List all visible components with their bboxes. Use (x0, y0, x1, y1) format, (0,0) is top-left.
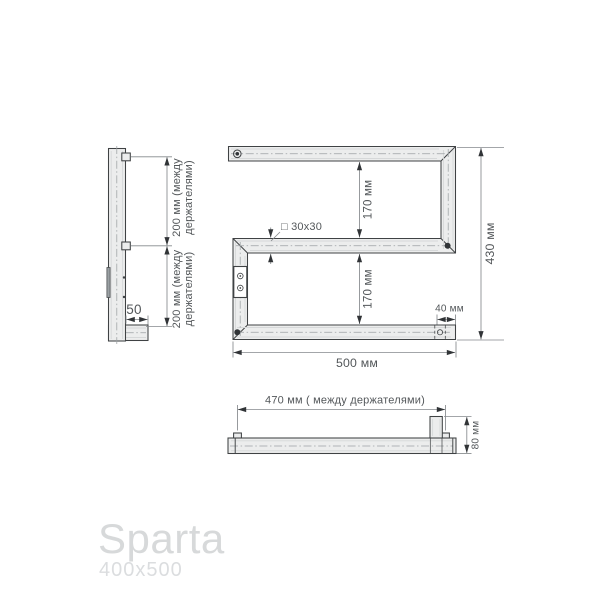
front-view (229, 147, 505, 371)
dim-170-top (360, 162, 375, 238)
side-view (107, 146, 195, 344)
side-dim-top-line1: 200 мм (между (171, 158, 183, 237)
front-nameplate (234, 267, 247, 298)
side-dim-bottom-line2: держателями) (183, 251, 195, 327)
side-dim-depth-label: 50 (126, 302, 142, 317)
top-dim-depth-label: 80 мм (470, 420, 482, 450)
top-view (228, 395, 482, 454)
side-holder-top (122, 153, 131, 161)
side-holder-middle (122, 242, 131, 250)
branding (98, 515, 225, 581)
top-vertical-tube (430, 417, 442, 439)
front-rail-body (229, 147, 456, 340)
front-dim-width-label: 500 мм (335, 356, 379, 370)
front-screw-middle-right (445, 243, 451, 249)
top-holder-left (234, 433, 242, 438)
dim-50-depth (126, 302, 148, 325)
dim-500-width (233, 342, 456, 371)
product-size: 400x500 (99, 559, 183, 581)
product-name: Sparta (98, 515, 225, 562)
front-dim-gap-top-label: 170 мм (362, 179, 375, 220)
top-dim-between-holders-label: 470 мм ( между держателями) (265, 394, 425, 407)
dim-170-bottom (360, 254, 375, 324)
side-dim-top-line2: держателями) (183, 160, 195, 235)
dim-40-offset (435, 304, 464, 325)
side-label-edge (107, 268, 110, 298)
dim-470-between-holders (238, 395, 446, 431)
front-profile-label: □ 30x30 (281, 221, 323, 233)
front-dim-height-label: 430 мм (483, 222, 497, 265)
front-screw-bottom-left (234, 329, 240, 335)
dim-430-height (457, 148, 504, 341)
front-dim-gap-bottom-label: 170 мм (362, 269, 375, 309)
side-dim-bottom-line1: 200 мм (между (171, 249, 183, 329)
front-dim-offset-label: 40 мм (435, 303, 464, 315)
